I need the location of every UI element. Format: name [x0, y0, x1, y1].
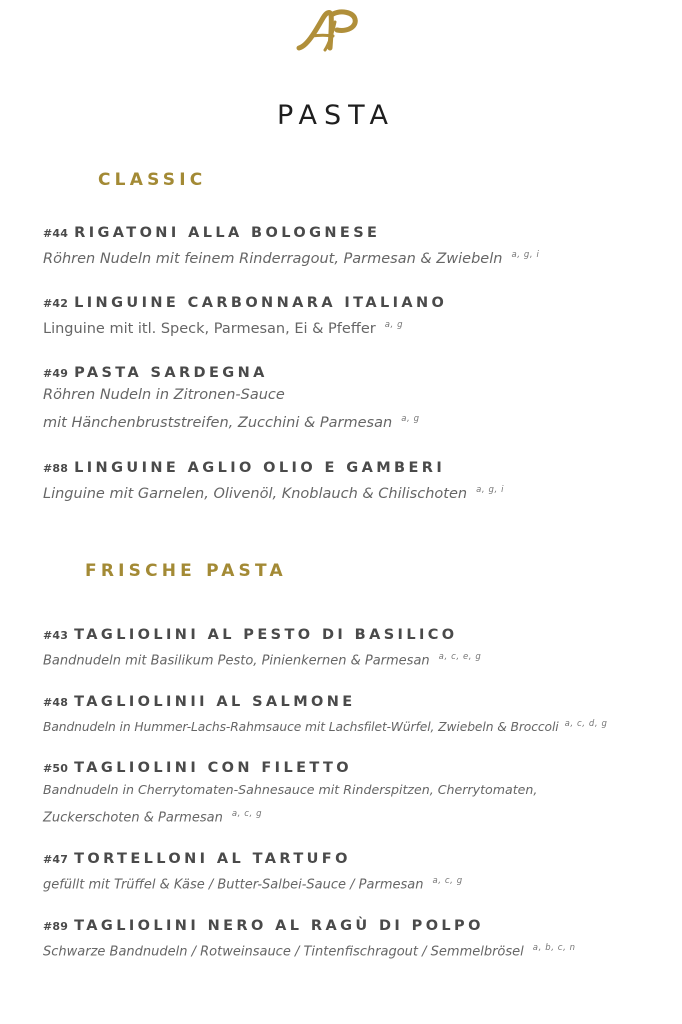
item-description: Schwarze Bandnudeln / Rotweinsauce / Tintenfischragout / Semmelbrösel: [43, 944, 524, 960]
item-name: LINGUINE CARBONNARA ITALIANO: [74, 295, 448, 311]
menu-item: [43, 623, 663, 673]
item-name: TORTELLONI AL TARTUFO: [74, 851, 351, 867]
item-number: #88: [43, 462, 69, 475]
menu-item: [43, 847, 663, 897]
ap-monogram-logo: [295, 6, 363, 54]
menu-item: [43, 361, 663, 435]
menu-item: [43, 221, 663, 271]
item-number: #42: [43, 297, 69, 310]
item-description: Bandnudeln mit Basilikum Pesto, Pinienkernen & Parmesan: [43, 653, 430, 669]
menu-item: [43, 756, 663, 830]
allergen-codes: a, c, e, g: [438, 652, 482, 662]
allergen-codes: a, c, g: [432, 876, 463, 886]
item-description: gefüllt mit Trüffel & Käse / Butter-Salbei-Sauce / Parmesan: [43, 877, 424, 893]
item-description: mit Hänchenbruststreifen, Zucchini & Parmesan: [43, 414, 393, 431]
page-title: PASTA: [276, 100, 396, 131]
item-name: TAGLIOLINII AL SALMONE: [74, 694, 356, 710]
item-description: Bandnudeln in Hummer-Lachs-Rahmsauce mit Lachsfilet-Würfel, Zwiebeln & Broccoli: [43, 720, 559, 735]
item-description: Linguine mit Garnelen, Olivenöl, Knoblauch & Chilischoten: [43, 485, 468, 502]
item-name: TAGLIOLINI NERO AL RAGÙ DI POLPO: [74, 918, 484, 934]
item-name: TAGLIOLINI AL PESTO DI BASILICO: [74, 627, 458, 643]
item-name: TAGLIOLINI CON FILETTO: [74, 760, 353, 776]
item-number: #50: [43, 762, 69, 775]
item-description: Linguine mit itl. Speck, Parmesan, Ei & Pfeffer: [43, 320, 376, 337]
item-description: Zuckerschoten & Parmesan: [43, 810, 223, 826]
item-description: Röhren Nudeln mit feinem Rinderragout, Parmesan & Zwiebeln: [43, 250, 503, 267]
allergen-codes: a, g, i: [511, 250, 540, 260]
menu-item: [43, 690, 663, 739]
item-number: #44: [43, 227, 69, 240]
item-description: Röhren Nudeln in Zitronen-Sauce: [43, 387, 285, 403]
item-name: RIGATONI ALLA BOLOGNESE: [74, 225, 381, 241]
item-number: #49: [43, 367, 69, 380]
item-name: LINGUINE AGLIO OLIO E GAMBERI: [74, 460, 446, 476]
allergen-codes: a, g, i: [476, 485, 505, 495]
item-number: #48: [43, 696, 69, 709]
menu-item: [43, 456, 663, 506]
allergen-codes: a, b, c, n: [532, 943, 576, 953]
item-number: #47: [43, 853, 69, 866]
allergen-codes: a, g: [401, 414, 420, 424]
allergen-codes: a, c, d, g: [564, 719, 608, 729]
section-title-classic: CLASSIC: [98, 170, 207, 190]
menu-item: [43, 291, 663, 341]
item-number: #89: [43, 920, 69, 933]
menu-item: [43, 914, 663, 964]
item-number: #43: [43, 629, 69, 642]
item-description: Bandnudeln in Cherrytomaten-Sahnesauce mit Rinderspitzen, Cherrytomaten,: [43, 782, 538, 797]
allergen-codes: a, c, g: [231, 809, 263, 819]
allergen-codes: a, g: [384, 320, 404, 330]
section-title-frische-pasta: FRISCHE PASTA: [85, 561, 287, 581]
item-name: PASTA SARDEGNA: [74, 365, 268, 381]
